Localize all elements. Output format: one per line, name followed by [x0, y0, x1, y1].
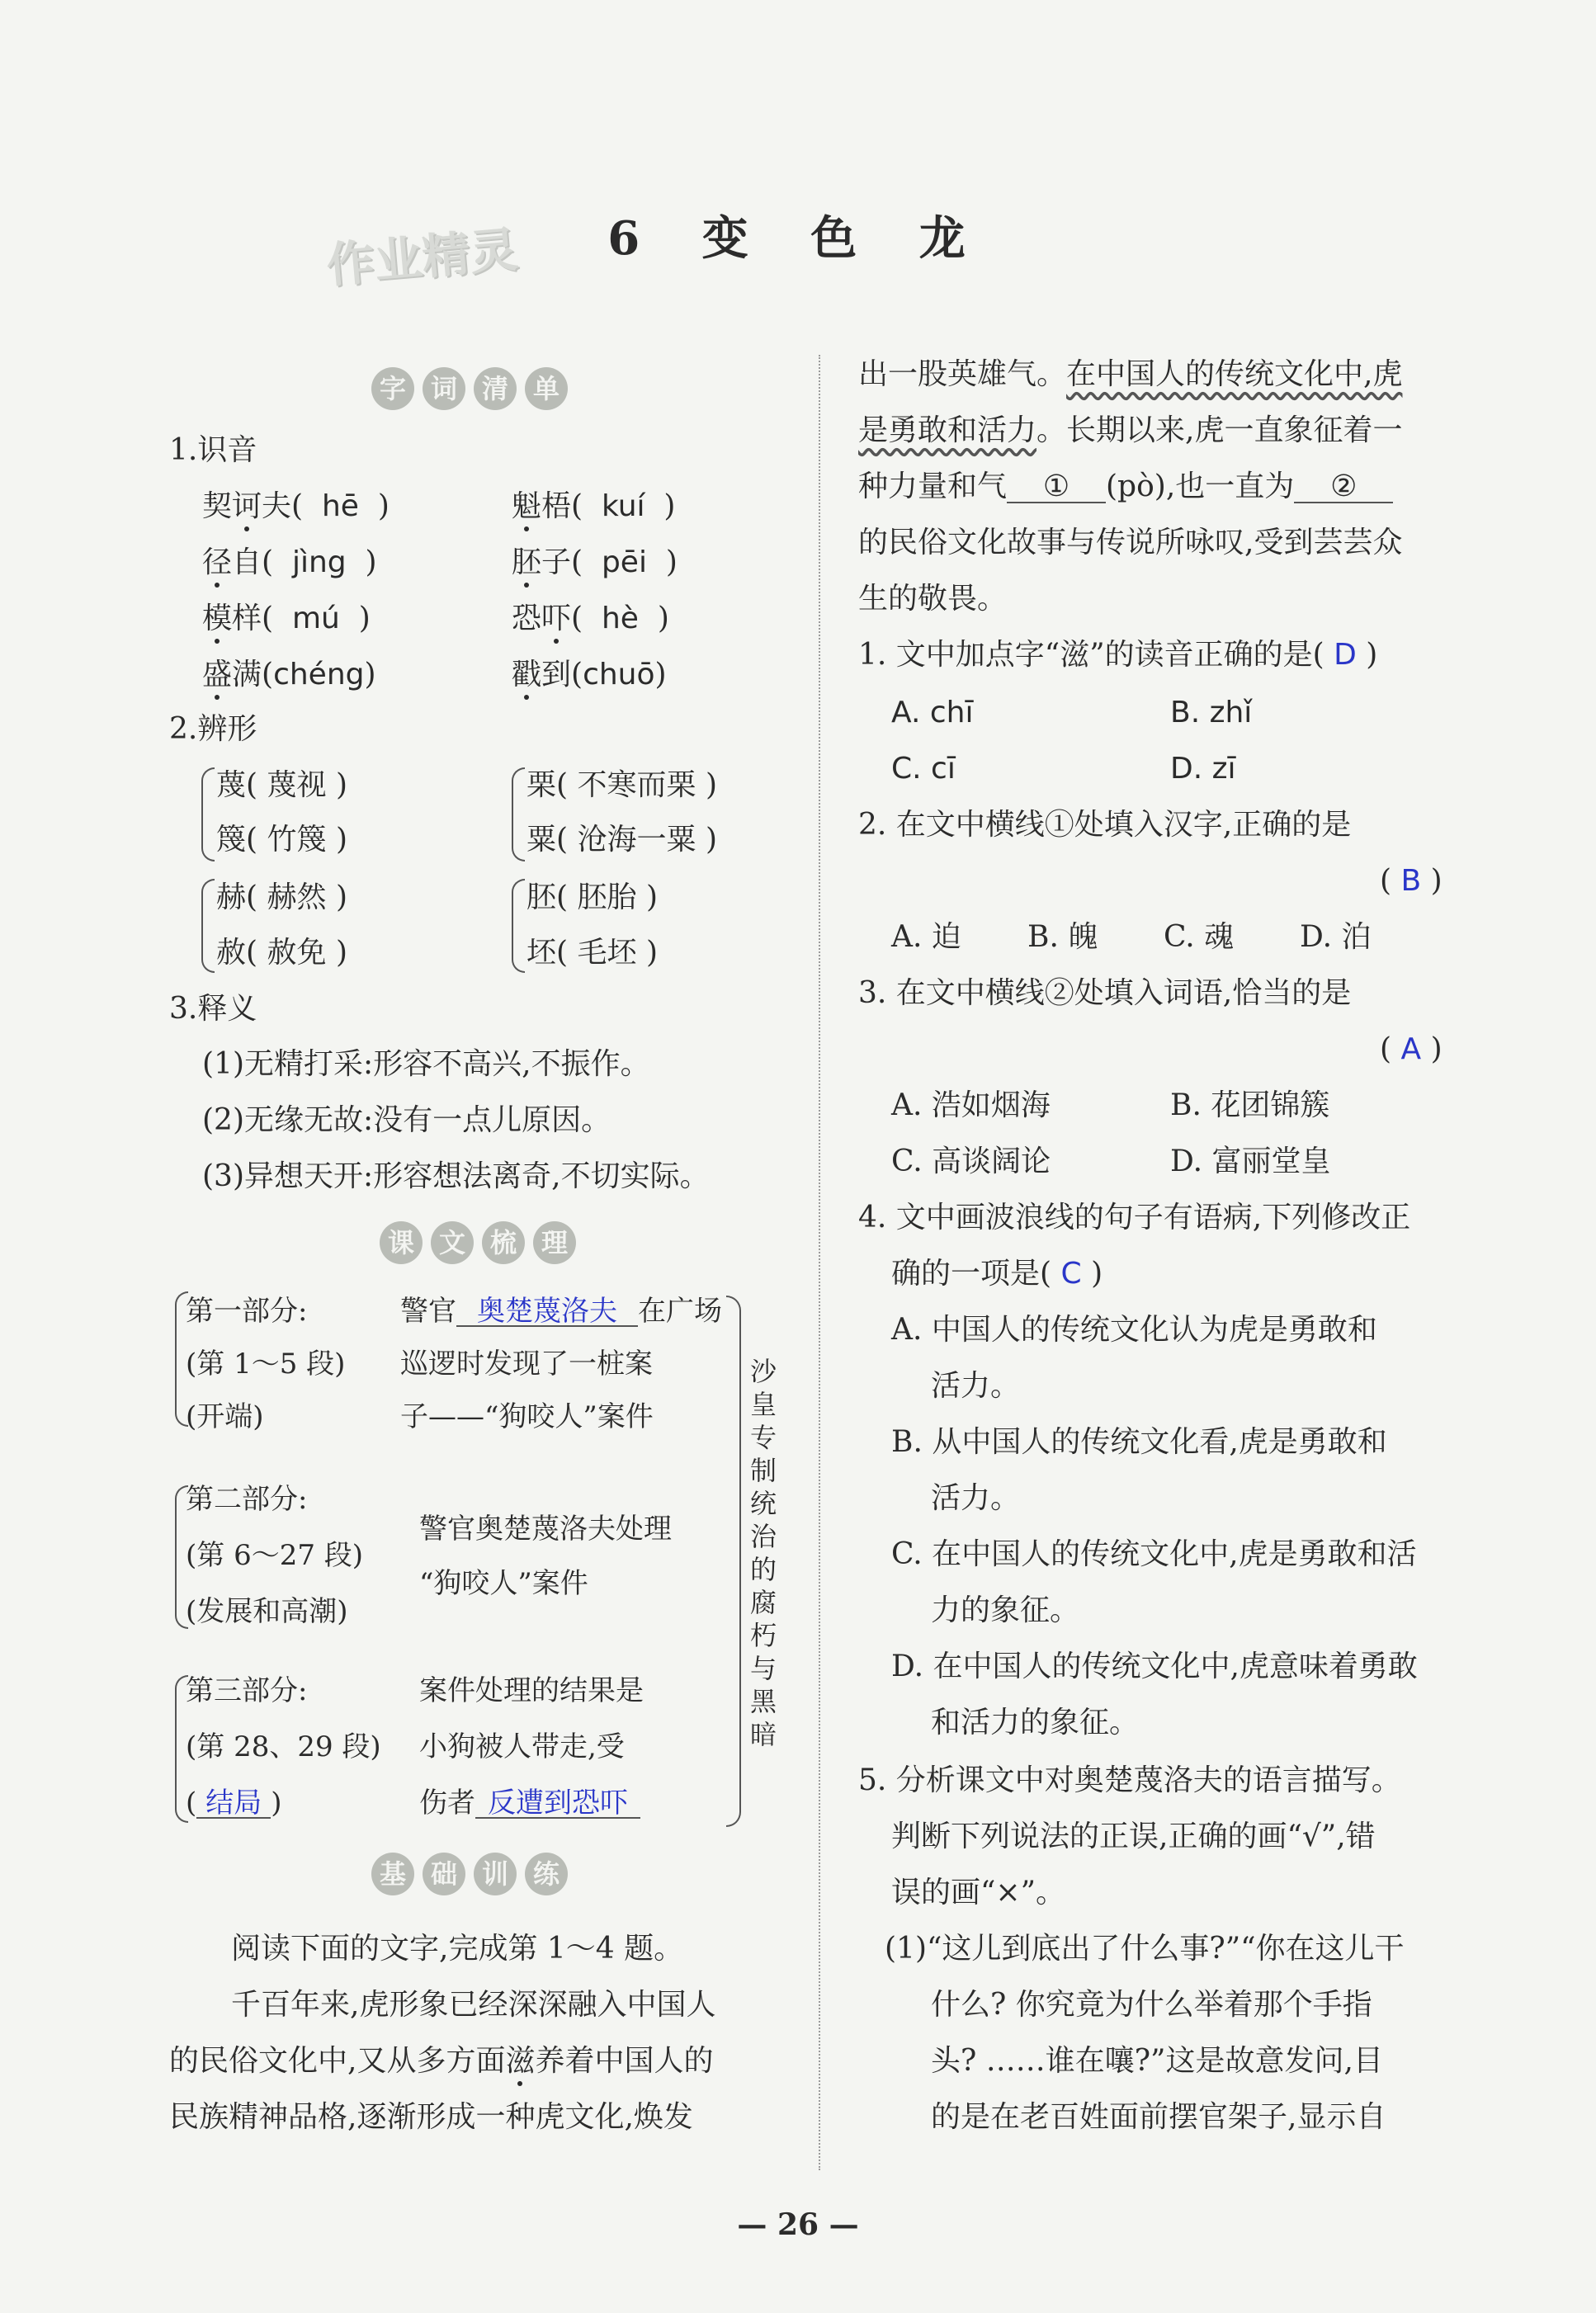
brace	[201, 767, 215, 861]
pinyin-item: 模样( mú )	[202, 602, 371, 635]
badge-char: 训	[474, 1853, 517, 1895]
outline-part1-title: 第一部分:	[186, 1295, 308, 1328]
question-3: 3. 在文中横线②处填入词语,恰当的是	[858, 976, 1352, 1010]
question-5-item: (1)“这儿到底出了什么事?”“你在这儿干	[885, 1932, 1405, 1966]
reading-para-line: 生的敬畏。	[858, 582, 1008, 616]
badge-char: 理	[533, 1221, 576, 1264]
form-item: 蔑( 蔑视 )	[216, 768, 348, 802]
badge-char: 练	[525, 1853, 568, 1895]
question-5-item-cont: 头? ……谁在嚷?”这是故意发问,目	[931, 2044, 1383, 2078]
option: A. 迫	[891, 920, 961, 954]
watermark: 作业精灵	[323, 220, 520, 294]
outline-part1-range: (第 1～5 段)	[186, 1348, 346, 1381]
pinyin-item: 戳到(chuō)	[512, 658, 667, 692]
outline-theme: 沙皇专制统治的腐朽与黑暗	[749, 1356, 777, 1750]
question-2: 2. 在文中横线①处填入汉字,正确的是	[858, 808, 1352, 842]
reading-para-line: 民族精神品格,逐渐形成一种虎文化,焕发	[169, 2100, 693, 2134]
closing-brace	[726, 1296, 741, 1827]
option-cont: 和活力的象征。	[931, 1706, 1140, 1739]
option: C. 魂	[1164, 920, 1235, 954]
brace	[201, 879, 215, 973]
question-5: 5. 分析课文中对奥楚蔑洛夫的语言描写。	[858, 1763, 1401, 1797]
pinyin-item: 胚子( pēi )	[512, 545, 678, 579]
form-item: 胚( 胚胎 )	[526, 880, 659, 914]
outline-part1-stage: (开端)	[186, 1400, 264, 1433]
brace	[512, 767, 525, 861]
question-4: 4. 文中画波浪线的句子有语病,下列修改正	[858, 1201, 1411, 1234]
question-5-item-cont: 什么? 你究竟为什么举着那个手指	[931, 1988, 1372, 2022]
pinyin-item: 盛满(chéng)	[202, 658, 376, 692]
pinyin-item: 恐吓( hè )	[512, 602, 669, 635]
section-badge-practice	[371, 1853, 568, 1895]
question-5-item-cont: 的是在老百姓面前摆官架子,显示自	[931, 2100, 1386, 2134]
outline-part2-desc2: “狗咬人”案件	[419, 1567, 588, 1600]
option: C. 在中国人的传统文化中,虎是勇敢和活	[891, 1537, 1417, 1571]
page-number: — 26 —	[737, 2207, 859, 2242]
pinyin-item: 魁梧( kuí )	[512, 489, 676, 523]
outline-part1-desc1: 警官 奥楚蔑洛夫 在广场	[400, 1295, 722, 1328]
option: D. zī	[1170, 752, 1236, 786]
answer-bracket: ( B )	[1380, 864, 1443, 898]
option: D. 泊	[1300, 920, 1372, 954]
outline-part2-desc1: 警官奥楚蔑洛夫处理	[419, 1513, 672, 1546]
option: D. 在中国人的传统文化中,虎意味着勇敢	[891, 1650, 1418, 1683]
reading-para-line: 出一股英雄气。在中国人的传统文化中,虎	[858, 357, 1403, 391]
brace	[512, 879, 525, 973]
option: A. 中国人的传统文化认为虎是勇敢和	[891, 1313, 1377, 1347]
outline-part3-stage: ( 结局 )	[186, 1787, 282, 1820]
option: A. chī	[891, 696, 974, 729]
question-1: 1. 文中加点字“滋”的读音正确的是( D )	[858, 638, 1378, 672]
vocab-q2-label: 2.辨形	[169, 712, 257, 746]
pinyin-item: 契诃夫( hē )	[202, 489, 390, 523]
meaning-item: (1)无精打采:形容不高兴,不振作。	[202, 1047, 650, 1081]
option-cont: 活力。	[931, 1369, 1021, 1403]
outline-part3-title: 第三部分:	[186, 1674, 308, 1707]
section-badge-vocab	[371, 367, 568, 410]
outline-part3-desc3: 伤者 反遭到恐吓	[419, 1789, 640, 1819]
option-cont: 活力。	[931, 1481, 1021, 1515]
form-item: 篾( 竹篾 )	[216, 823, 348, 857]
answer-bracket: ( A )	[1380, 1032, 1443, 1066]
option-cont: 力的象征。	[931, 1593, 1080, 1627]
badge-char: 字	[371, 367, 414, 410]
option: B. zhǐ	[1170, 696, 1253, 729]
form-item: 栗( 不寒而栗 )	[526, 768, 718, 802]
reading-para-line: 种力量和气 ① (pò),也一直为 ②	[858, 472, 1393, 503]
badge-char: 单	[525, 367, 568, 410]
outline-part1-desc2: 巡逻时发现了一桩案	[400, 1348, 653, 1381]
option: A. 浩如烟海	[891, 1088, 1051, 1122]
reading-para-line: 千百年来,虎形象已经深深融入中国人	[231, 1988, 716, 2022]
form-item: 粟( 沧海一粟 )	[526, 823, 718, 857]
reading-para-line: 的民俗文化故事与传说所咏叹,受到芸芸众	[858, 526, 1403, 559]
option: B. 从中国人的传统文化看,虎是勇敢和	[891, 1425, 1387, 1459]
page-title: 6 变 色 龙	[607, 211, 989, 266]
badge-char: 础	[423, 1853, 465, 1895]
outline-part2-stage: (发展和高潮)	[186, 1595, 348, 1628]
reading-intro: 阅读下面的文字,完成第 1～4 题。	[231, 1932, 684, 1966]
question-5-cont: 误的画“×”。	[891, 1876, 1065, 1909]
outline-part3-desc2: 小狗被人带走,受	[419, 1730, 625, 1763]
option: B. 花团锦簇	[1170, 1088, 1330, 1122]
option: D. 富丽堂皇	[1170, 1145, 1331, 1178]
outline-part2-range: (第 6～27 段)	[186, 1539, 364, 1572]
meaning-item: (2)无缘无故:没有一点儿原因。	[202, 1103, 611, 1137]
question-4-cont: 确的一项是( C )	[891, 1257, 1103, 1291]
outline-part1-desc3: 子——“狗咬人”案件	[400, 1400, 654, 1433]
question-5-cont: 判断下列说法的正误,正确的画“√”,错	[891, 1820, 1376, 1853]
option: B. 魄	[1027, 920, 1098, 954]
badge-char: 课	[380, 1221, 423, 1264]
option: C. cī	[891, 752, 956, 786]
column-divider	[819, 355, 820, 2170]
badge-char: 基	[371, 1853, 414, 1895]
outline-part3-desc1: 案件处理的结果是	[419, 1674, 644, 1707]
pinyin-item: 径自( jìng )	[202, 545, 377, 579]
section-badge-structure	[380, 1221, 576, 1264]
form-item: 赦( 赦免 )	[216, 936, 348, 970]
vocab-q1-label: 1.识音	[169, 433, 257, 467]
badge-char: 清	[474, 367, 517, 410]
badge-char: 梳	[482, 1221, 525, 1264]
option: C. 高谈阔论	[891, 1145, 1051, 1178]
outline-part2-title: 第二部分:	[186, 1483, 308, 1516]
meaning-item: (3)异想天开:形容想法离奇,不切实际。	[202, 1159, 710, 1193]
outline-part3-range: (第 28、29 段)	[186, 1730, 381, 1763]
reading-para-line: 的民俗文化中,又从多方面滋养着中国人的	[169, 2044, 714, 2078]
vocab-q3-label: 3.释义	[169, 992, 257, 1026]
form-item: 坯( 毛坯 )	[526, 936, 659, 970]
reading-para-line: 是勇敢和活力。长期以来,虎一直象征着一	[858, 413, 1403, 447]
badge-char: 词	[423, 367, 465, 410]
form-item: 赫( 赫然 )	[216, 880, 348, 914]
badge-char: 文	[431, 1221, 474, 1264]
